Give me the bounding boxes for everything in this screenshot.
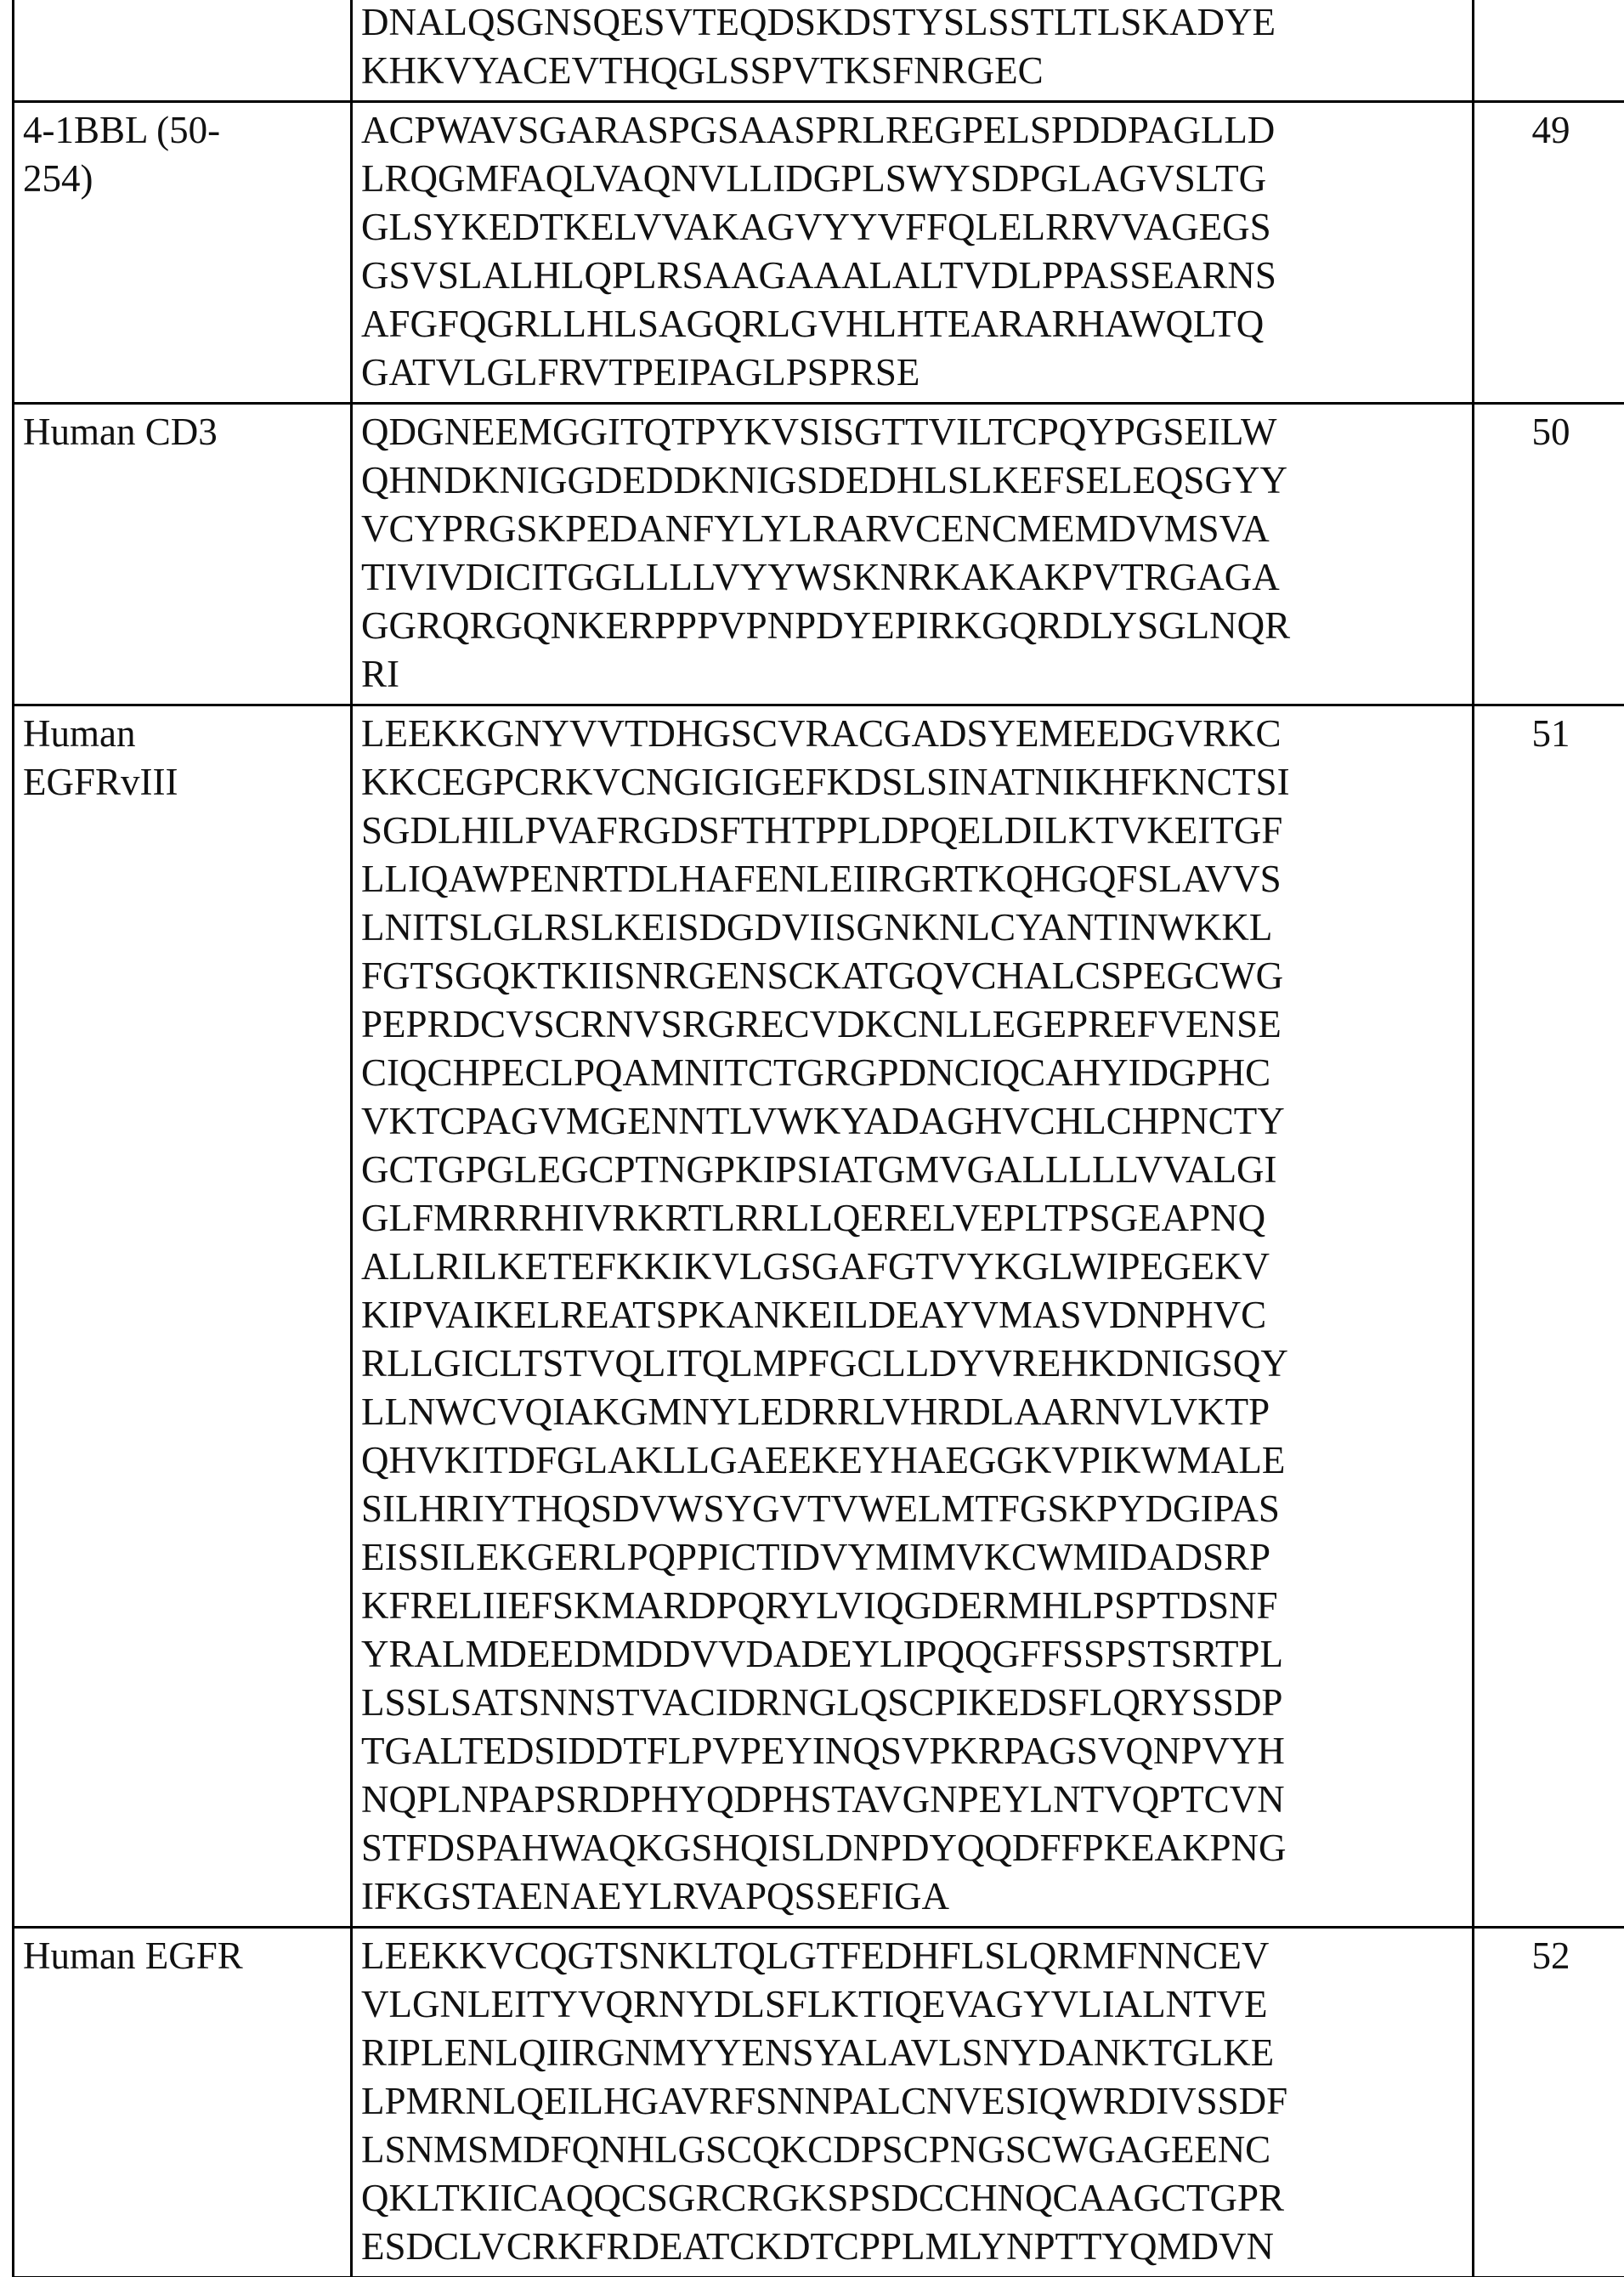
sequence-cell: QDGNEEMGGITQTPYKVSISGTTVILTCPQYPGSEILW QHNDKNIGGDEDDKNIGSDEDHLSLKEFSELEQSGYY VCYPRGSKPEDANFYLYLRARVCENCMEMDVMSVA TIVIVDICITGGLLLLVYYWSKNRKAKAKPVTRGAGA GGRQRGQNKERPPPVPNPDYEPIRKGQRDLYSGLNQR RI — [352, 404, 1474, 705]
table-row — [14, 102, 1624, 404]
table-row — [14, 1928, 1624, 2277]
table-row — [14, 705, 1624, 1928]
sequence-name-cell — [14, 0, 352, 102]
sequence-cell: LEEKKVCQGTSNKLTQLGTFEDHFLSLQRMFNNCEV VLGNLEITYVQRNYDLSFLKTIQEVAGYVLIALNTVE RIPLENLQIIRGNMYYENSYALAVLSNYDANKTGLKE LPMRNLQEILHGAVRFSNNPALCNVESIQWRDIVSSDF LSNMSMDFQNHLGSCQKCDPSCPNGSCWGAGEENC QKLTKIICAQQCSGRCRGKSPSDCCHNQCAAGCTGPR ESDCLVCRKFRDEATCKDTCPPLMLYNPTTYQMDVN — [352, 1928, 1474, 2277]
sequence-name-cell: 4-1BBL (50- 254) — [14, 102, 352, 404]
sequence-cell: ACPWAVSGARASPGSAASPRLREGPELSPDDPAGLLD LRQGMFAQLVAQNVLLIDGPLSWYSDPGLAGVSLTG GLSYKEDTKELVVAKAGVYYVFFQLELRRVVAGEGS GSVSLALHLQPLRSAAGAAALALTVDLPPASSEARNS AFGFQGRLLHLSAGQRLGVHLHTEARARHAWQLTQ GATVLGLFRVTPEIPAGLPSPRSE — [352, 102, 1474, 404]
sequence-name-cell: Human EGFRvIII — [14, 705, 352, 1928]
seq-id-cell: 49 — [1474, 102, 1624, 404]
seq-id-cell: 50 — [1474, 404, 1624, 705]
seq-id-cell: 51 — [1474, 705, 1624, 1928]
sequence-name-cell: Human CD3 — [14, 404, 352, 705]
table-row — [14, 0, 1624, 102]
table-row — [14, 404, 1624, 705]
seq-id-cell: 52 — [1474, 1928, 1624, 2277]
seq-id-cell — [1474, 0, 1624, 102]
sequence-name-cell: Human EGFR — [14, 1928, 352, 2277]
sequence-cell: DNALQSGNSQESVTEQDSKDSTYSLSSTLTLSKADYE KHKVYACEVTHQGLSSPVTKSFNRGEC — [352, 0, 1474, 102]
sequence-cell: LEEKKGNYVVTDHGSCVRACGADSYEMEEDGVRKC KKCEGPCRKVCNGIGIGEFKDSLSINATNIKHFKNCTSI SGDLHILPVAFRGDSFTHTPPLDPQELDILKTVKEITGF LLIQAWPENRTDLHAFENLEIIRGRTKQHGQFSLAVVS LNITSLGLRSLKEISDGDVIISGNKNLCYANTINWKKL FGTSGQKTKIISNRGENSCKATGQVCHALCSPEGCWG PEPRDCVSCRNVSRGRECVDKCNLLEGEPREFVENSE CIQCHPECLPQAMNITCTGRGPDNCIQCAHYIDGPHC VKTCPAGVMGENNTLVWKYADAGHVCHLCHPNCTY GCTGPGLEGCPTNGPKIPSIATGMVGALLLLLVVALGI GLFMRRRHIVRKRTLRRLLQERELVEPLTPSGEAPNQ ALLRILKETEFKKIKVLGSGAFGTVYKGLWIPEGEKV KIPVAIKELREATSPKANKEILDEAYVMASVDNPHVC RLLGICLTSTVQLITQLMPFGCLLDYVREHKDNIGSQY LLNWCVQIAKGMNYLEDRRLVHRDLAARNVLVKTP QHVKITDFGLAKLLGAEEKEYHAEGGKVPIKWMALE SILHRIYTHQSDVWSYGVTVWELMTFGSKPYDGIPAS EISSILEKGERLPQPPICTIDVYMIMVKCWMIDADSRP KFRELIIEFSKMARDPQRYLVIQGDERMHLPSPTDSNF YRALMDEEDMDDVVDADEYLIPQQGFFSSPSTSRTPL LSSLSATSNNSTVACIDRNGLQSCPIKEDSFLQRYSSDP TGALTEDSIDDTFLPVPEYINQSVPKRPAGSVQNPVYH NQPLNPAPSRDPHYQDPHSTAVGNPEYLNTVQPTCVN STFDSPAHWAQKGSHQISLDNPDYQQDFFPKEAKPNG IFKGSTAENAEYLRVAPQSSEFIGA — [352, 705, 1474, 1928]
sequence-table — [12, 0, 1624, 2277]
